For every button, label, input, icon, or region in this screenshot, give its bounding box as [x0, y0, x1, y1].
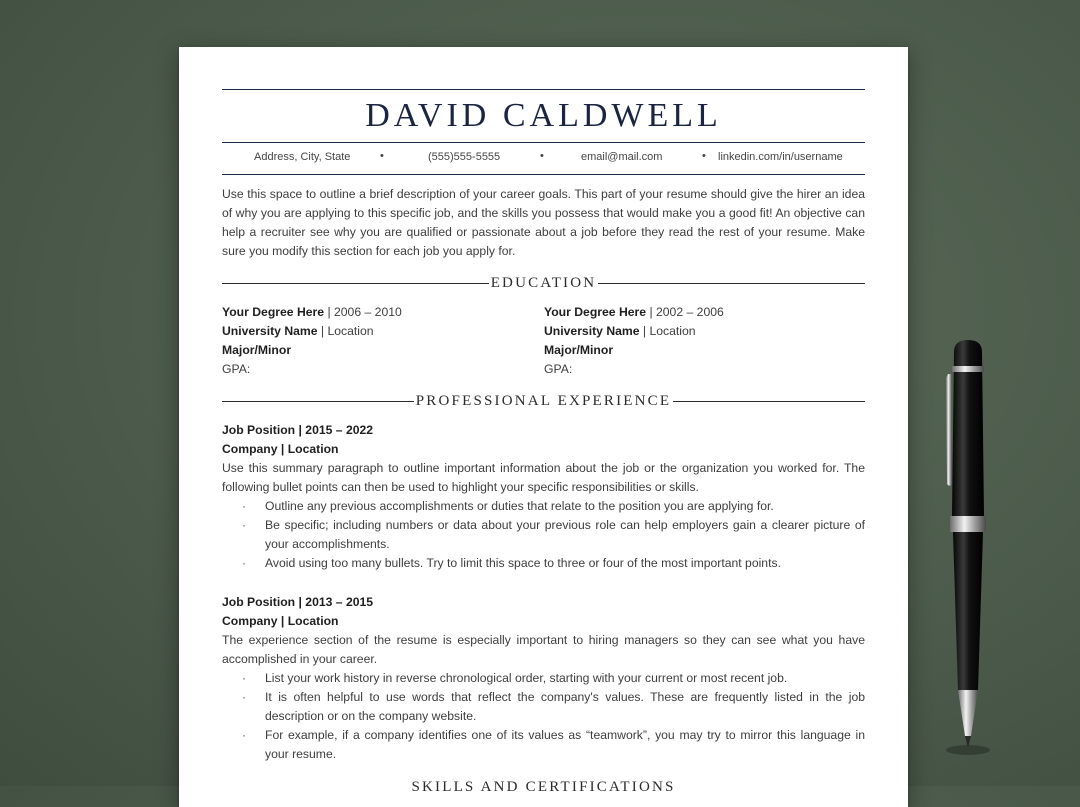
heading-rule [678, 787, 865, 788]
experience-title: PROFESSIONAL EXPERIENCE [415, 392, 672, 409]
university: University Name [544, 324, 640, 338]
job-position: Job Position | 2013 – 2015 [222, 595, 374, 609]
skills-heading [222, 777, 865, 797]
contact-separator: • [540, 150, 544, 162]
heading-rule [222, 283, 489, 284]
education-entry [544, 303, 864, 379]
job-entry [222, 421, 865, 573]
university-location: | Location [317, 324, 374, 338]
contact-rule [222, 174, 865, 175]
gpa: GPA: [222, 362, 251, 376]
degree: Your Degree Here [544, 305, 647, 319]
job-company: Company | Location [222, 614, 339, 628]
name-rule [222, 142, 865, 143]
job-position: Job Position | 2015 – 2022 [222, 423, 374, 437]
skills-title: SKILLS AND CERTIFICATIONS [411, 778, 676, 795]
list-item: · For example, if a company identifies one of its values as “teamwork”, you may try to mirror this language in your resume. [222, 726, 865, 764]
major: Major/Minor [222, 343, 292, 357]
resume-page [179, 47, 908, 807]
heading-rule [222, 787, 409, 788]
pen-icon [938, 338, 998, 758]
list-item: · Be specific; including numbers or data about your previous role can help employers gain a clearer picture of your accomplishments. [222, 516, 865, 554]
heading-rule [673, 401, 865, 402]
contact-address: Address, City, State [254, 151, 351, 163]
objective-paragraph: Use this space to outline a brief description of your career goals. This part of your resume should give the hirer an idea of why you are applying to this specific job, and the skills you possess that would make you a good fit! An objective can help a recruiter see why you are qualified or passionate about a job before they read the rest of your resume. Make sure you modify this section for each job you apply for. [222, 187, 865, 258]
job-summary: Use this summary paragraph to outline important information about the job or the organization you worked for. The following bullet points can then be used to highlight your specific responsibilities or skills. [222, 461, 865, 494]
degree-dates: | 2002 – 2006 [646, 305, 724, 319]
job-bullets [222, 497, 865, 573]
contact-separator: • [702, 150, 706, 162]
job-summary: The experience section of the resume is especially important to hiring managers so they can see what you have accomplished in your career. [222, 633, 865, 666]
experience-heading [222, 391, 865, 411]
list-item: · It is often helpful to use words that reflect the company's values. These are frequently listed in the job description or on the company website. [222, 688, 865, 726]
education-title: EDUCATION [490, 274, 597, 291]
university: University Name [222, 324, 318, 338]
list-item: · Outline any previous accomplishments or duties that relate to the position you are applying for. [222, 497, 865, 516]
university-location: | Location [639, 324, 696, 338]
contact-email: email@mail.com [581, 151, 663, 163]
degree: Your Degree Here [222, 305, 325, 319]
candidate-name: DAVID CALDWELL [365, 97, 722, 134]
gpa: GPA: [544, 362, 573, 376]
job-bullets [222, 669, 865, 764]
contact-linkedin: linkedin.com/in/username [718, 151, 843, 163]
heading-rule [222, 401, 414, 402]
education-entry [222, 303, 542, 379]
job-company: Company | Location [222, 442, 339, 456]
list-item: · Avoid using too many bullets. Try to limit this space to three or four of the most important points. [222, 554, 865, 573]
degree-dates: | 2006 – 2010 [324, 305, 402, 319]
top-rule [222, 89, 865, 90]
list-item: · List your work history in reverse chronological order, starting with your current or most recent job. [222, 669, 865, 688]
job-entry [222, 593, 865, 764]
heading-rule [598, 283, 865, 284]
contact-phone: (555)555-5555 [428, 151, 501, 163]
education-heading [222, 273, 865, 293]
major: Major/Minor [544, 343, 614, 357]
contact-separator: • [380, 150, 384, 162]
